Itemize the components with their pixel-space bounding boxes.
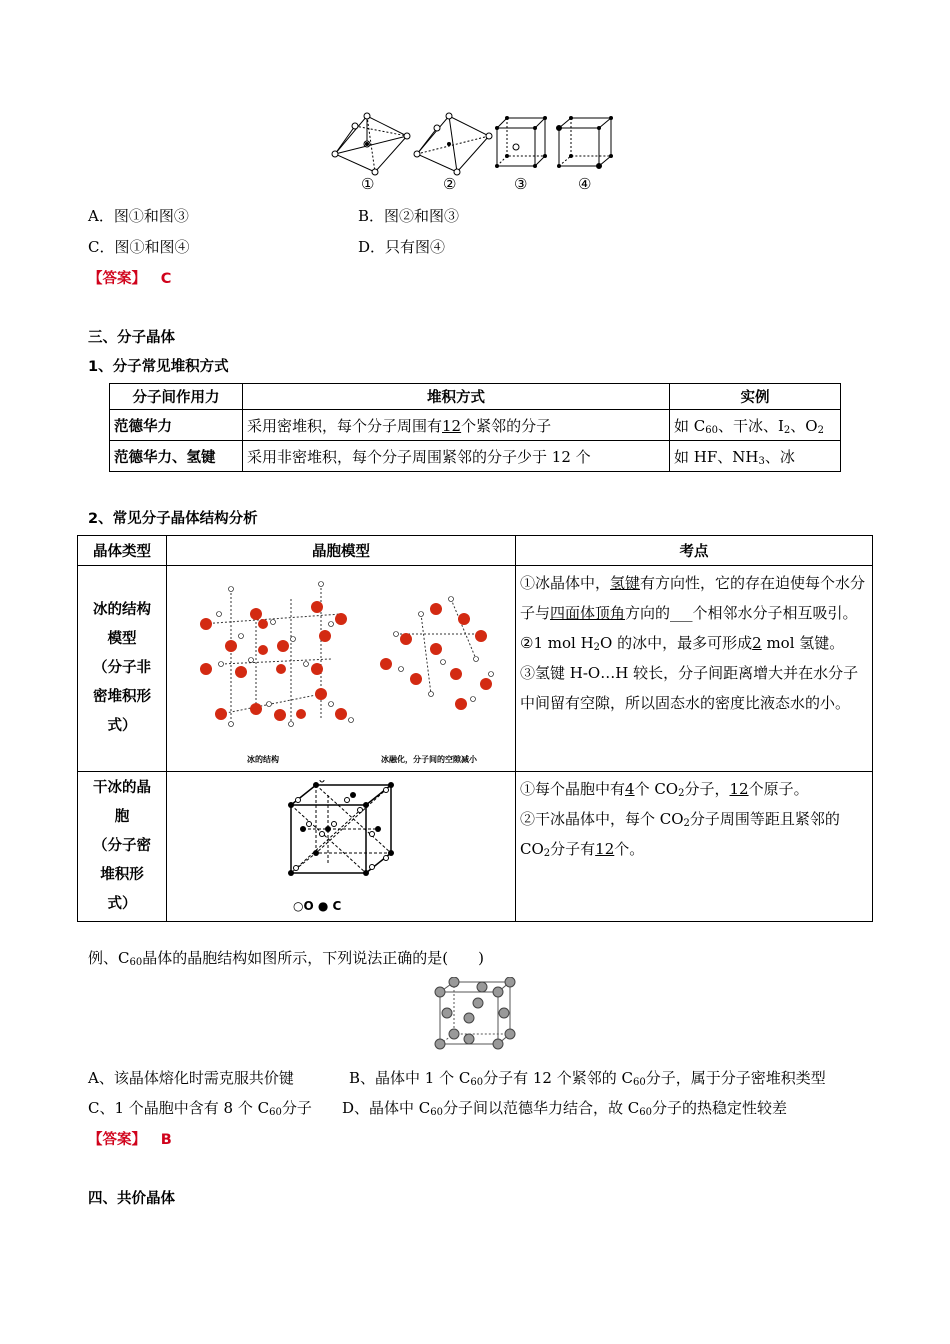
cell-ice-type: 冰的结构 模型 （分子非 密堆积形 式） [78, 566, 167, 772]
ice-point-1: ①冰晶体中，氢键有方向性，它的存在迫使每个水分子与四面体顶角方向的___个相邻水分子相互吸引。 [520, 574, 866, 622]
ice-caption-left: 冰的结构 [247, 755, 279, 764]
figure-label-1: ① [361, 175, 375, 193]
cell-stacking: 采用非密堆积，每个分子周围紧邻的分子少于 12 个 [243, 441, 670, 472]
ice-point-3: ③氢键 H-O…H 较长，分子间距离增大并在水分子中间留有空隙，所以固态水的密度比液态水的小。 [520, 664, 859, 712]
dryice-point-1: ①每个晶胞中有4个 $CO_2$分子，12个原子。 [520, 780, 809, 799]
section-title-3: 三、分子晶体 [88, 330, 175, 346]
subsection-title-2: 2、常见分子晶体结构分析 [88, 511, 258, 527]
example-option-c: C、1 个晶胞中含有 8 个 $C_{60}$分子 [88, 1099, 312, 1118]
dry-ice-cell-image [276, 780, 406, 880]
stacking-table [109, 383, 841, 472]
answer-label: 【答案】 [88, 1132, 146, 1148]
answer-label: 【答案】 [88, 271, 146, 287]
ice-structure-image [181, 574, 501, 744]
th-example: 实例 [670, 384, 841, 410]
table-row [110, 410, 841, 441]
example-question: 例、$C_{60}$晶体的晶胞结构如图所示，下列说法正确的是( ) [88, 949, 484, 968]
answer-2 [88, 1128, 172, 1149]
option-d: D．只有图④ [358, 238, 446, 256]
dryice-point-2: ②干冰晶体中，每个 $CO_2$分子周围等距且紧邻的 $CO_2$分子有12个。 [520, 810, 840, 859]
cell-dryice-model [167, 772, 516, 922]
option-b: B．图②和图③ [358, 207, 460, 225]
structure-table [77, 535, 873, 922]
answer-value: C [160, 271, 172, 287]
answer-value: B [160, 1132, 172, 1148]
cell-dryice-points [516, 772, 873, 922]
c60-cell-image [432, 977, 517, 1052]
th-points: 考点 [516, 536, 873, 566]
legend-o-c: ○O ● C [293, 899, 342, 913]
th-type: 晶体类型 [78, 536, 167, 566]
cell-force: 范德华力 [110, 410, 243, 441]
th-model: 晶胞模型 [167, 536, 516, 566]
example-option-d: D、晶体中 $C_{60}$分子间以范德华力结合，故 $C_{60}$分子的热稳定性较差 [342, 1099, 788, 1118]
cell-example: 如 HF、$NH_3$、冰 [670, 441, 841, 472]
ice-caption-right: 冰融化，分子间的空隙减小 [381, 755, 477, 764]
section-title-4: 四、共价晶体 [88, 1191, 175, 1207]
option-a: A．图①和图③ [88, 207, 189, 225]
th-force: 分子间作用力 [110, 384, 243, 410]
cell-force: 范德华力、氢键 [110, 441, 243, 472]
table-row [78, 566, 873, 772]
answer-1 [88, 267, 171, 288]
table-row [110, 441, 841, 472]
cell-ice-model [167, 566, 516, 772]
figure-label-2: ② [443, 175, 457, 193]
figure-label-4: ④ [578, 175, 592, 193]
cell-dryice-type: 干冰的晶 胞 （分子密 堆积形 式） [78, 772, 167, 922]
subsection-title-1: 1、分子常见堆积方式 [88, 359, 229, 375]
table-row [78, 772, 873, 922]
ice-point-2: ②1 mol $H_2O$ 的冰中，最多可形成2 mol 氢键。 [520, 634, 845, 653]
th-stacking: 堆积方式 [243, 384, 670, 410]
cell-example: 如 $C_{60}$、干冰、$I_2$、$O_2$ [670, 410, 841, 441]
example-option-a: A、该晶体熔化时需克服共价键 [88, 1069, 294, 1087]
cell-ice-points [516, 566, 873, 772]
example-option-b: B、晶体中 1 个 $C_{60}$分子有 12 个紧邻的 $C_{60}$分子，属于分子密堆积类型 [349, 1069, 826, 1088]
cell-stacking: 采用密堆积，每个分子周围有12个紧邻的分子 [243, 410, 670, 441]
figure-label-3: ③ [514, 175, 528, 193]
option-c: C．图①和图④ [88, 238, 190, 256]
